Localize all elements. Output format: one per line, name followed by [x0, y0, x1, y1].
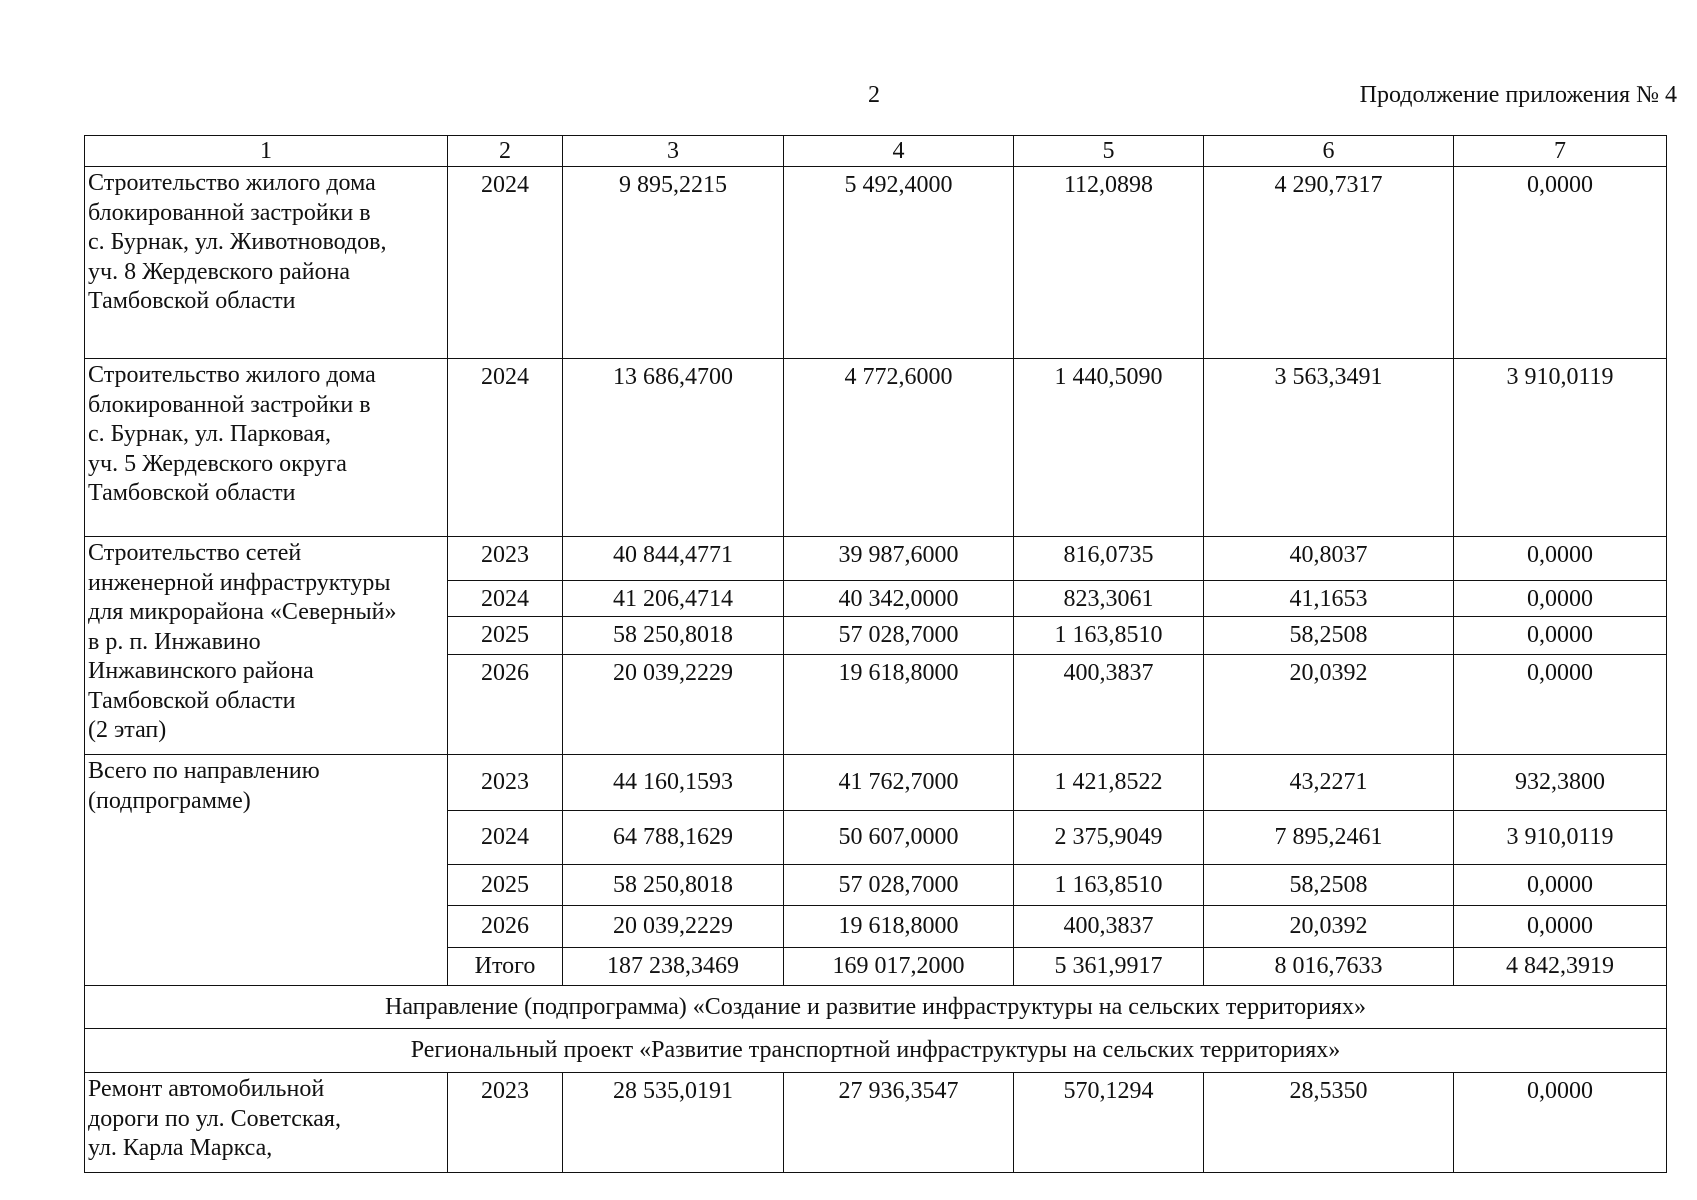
total-name-cell — [85, 755, 448, 986]
object-name-line: с. Бурнак, ул. Парковая, — [88, 421, 332, 447]
year-cell: 2025 — [448, 617, 563, 655]
object-name-line: Тамбовской области — [88, 288, 296, 314]
object-name-line: с. Бурнак, ул. Животноводов, — [88, 229, 387, 255]
object-name-line: (2 этап) — [88, 717, 167, 743]
object-name-line: ул. Карла Маркса, — [88, 1135, 273, 1161]
object-name-line: блокированной застройки в — [88, 391, 371, 418]
value-cell: 50 607,0000 — [784, 811, 1014, 865]
value-cell: 28,5350 — [1204, 1073, 1454, 1173]
value-cell: 187 238,3469 — [563, 948, 784, 986]
year-cell: 2023 — [448, 755, 563, 811]
column-header: 5 — [1014, 136, 1204, 167]
table-row — [85, 1073, 1667, 1173]
year-cell: 2023 — [448, 1073, 563, 1173]
year-cell: 2024 — [448, 581, 563, 617]
value-cell: 20,0392 — [1204, 906, 1454, 948]
value-cell: 0,0000 — [1454, 655, 1667, 755]
value-cell: 20 039,2229 — [563, 906, 784, 948]
value-cell: 20 039,2229 — [563, 655, 784, 755]
object-name-line: уч. 8 Жердевского района — [88, 258, 351, 285]
column-header: 4 — [784, 136, 1014, 167]
value-cell: 57 028,7000 — [784, 617, 1014, 655]
value-cell: 19 618,8000 — [784, 906, 1014, 948]
value-cell: 5 492,4000 — [784, 167, 1014, 359]
object-name-cell — [85, 359, 448, 537]
value-cell: 40 342,0000 — [784, 581, 1014, 617]
object-name-cell — [85, 167, 448, 359]
value-cell: 57 028,7000 — [784, 865, 1014, 906]
object-name-line: уч. 5 Жердевского округа — [88, 450, 347, 477]
value-cell: 932,3800 — [1454, 755, 1667, 811]
section-row — [85, 1029, 1667, 1073]
table-row — [85, 359, 1667, 537]
value-cell: 1 421,8522 — [1014, 755, 1204, 811]
column-header: 2 — [448, 136, 563, 167]
year-cell: 2024 — [448, 811, 563, 865]
table-row — [85, 167, 1667, 359]
value-cell: 1 163,8510 — [1014, 865, 1204, 906]
value-cell: 64 788,1629 — [563, 811, 784, 865]
value-cell: 112,0898 — [1014, 167, 1204, 359]
year-cell: 2025 — [448, 865, 563, 906]
value-cell: 816,0735 — [1014, 537, 1204, 581]
table-header-row — [85, 136, 1667, 167]
value-cell: 13 686,4700 — [563, 359, 784, 537]
object-name-line: Тамбовской области — [88, 480, 296, 506]
value-cell: 0,0000 — [1454, 581, 1667, 617]
value-cell: 4 772,6000 — [784, 359, 1014, 537]
value-cell: 169 017,2000 — [784, 948, 1014, 986]
year-cell: 2023 — [448, 537, 563, 581]
section-title: Региональный проект «Развитие транспортной инфраструктуры на сельских территориях» — [85, 1029, 1667, 1073]
value-cell: 823,3061 — [1014, 581, 1204, 617]
object-name-line: Строительство жилого дома — [88, 170, 376, 196]
value-cell: 400,3837 — [1014, 655, 1204, 755]
year-cell: 2026 — [448, 906, 563, 948]
value-cell: 0,0000 — [1454, 865, 1667, 906]
column-header: 1 — [85, 136, 448, 167]
section-row — [85, 986, 1667, 1029]
appendix-table — [84, 135, 1667, 1173]
column-header: 7 — [1454, 136, 1667, 167]
object-name-line: Тамбовской области — [88, 687, 296, 714]
object-name-line: в р. п. Инжавино — [88, 628, 261, 655]
object-name-line: (подпрограмме) — [88, 787, 251, 814]
value-cell: 2 375,9049 — [1014, 811, 1204, 865]
value-cell: 39 987,6000 — [784, 537, 1014, 581]
object-name-line: Всего по направлению — [88, 758, 320, 784]
value-cell: 400,3837 — [1014, 906, 1204, 948]
object-name-line: для микрорайона «Северный» — [88, 599, 397, 625]
object-name-line: дороги по ул. Советская, — [88, 1105, 341, 1132]
year-cell: Итого — [448, 948, 563, 986]
table-row — [85, 755, 1667, 811]
object-name-line: Инжавинского района — [88, 658, 314, 684]
value-cell: 4 290,7317 — [1204, 167, 1454, 359]
value-cell: 44 160,1593 — [563, 755, 784, 811]
object-name-cell — [85, 537, 448, 755]
value-cell: 570,1294 — [1014, 1073, 1204, 1173]
value-cell: 0,0000 — [1454, 1073, 1667, 1173]
table-row — [85, 537, 1667, 581]
value-cell: 9 895,2215 — [563, 167, 784, 359]
value-cell: 43,2271 — [1204, 755, 1454, 811]
value-cell: 3 910,0119 — [1454, 811, 1667, 865]
page-number: 2 — [868, 82, 880, 108]
section-title: Направление (подпрограмма) «Создание и развитие инфраструктуры на сельских территориях» — [85, 986, 1667, 1029]
column-header: 6 — [1204, 136, 1454, 167]
value-cell: 28 535,0191 — [563, 1073, 784, 1173]
value-cell: 41,1653 — [1204, 581, 1454, 617]
value-cell: 41 762,7000 — [784, 755, 1014, 811]
value-cell: 0,0000 — [1454, 617, 1667, 655]
value-cell: 58,2508 — [1204, 865, 1454, 906]
object-name-line: инженерной инфраструктуры — [88, 569, 391, 596]
value-cell: 58 250,8018 — [563, 617, 784, 655]
value-cell: 20,0392 — [1204, 655, 1454, 755]
year-cell: 2024 — [448, 359, 563, 537]
year-cell: 2024 — [448, 167, 563, 359]
value-cell: 3 910,0119 — [1454, 359, 1667, 537]
value-cell: 0,0000 — [1454, 537, 1667, 581]
value-cell: 8 016,7633 — [1204, 948, 1454, 986]
column-header: 3 — [563, 136, 784, 167]
value-cell: 40,8037 — [1204, 537, 1454, 581]
continuation-label: Продолжение приложения № 4 — [1359, 82, 1677, 108]
value-cell: 58 250,8018 — [563, 865, 784, 906]
object-name-line: блокированной застройки в — [88, 199, 371, 226]
year-cell: 2026 — [448, 655, 563, 755]
value-cell: 1 440,5090 — [1014, 359, 1204, 537]
object-name-line: Ремонт автомобильной — [88, 1076, 325, 1102]
value-cell: 19 618,8000 — [784, 655, 1014, 755]
value-cell: 4 842,3919 — [1454, 948, 1667, 986]
value-cell: 0,0000 — [1454, 906, 1667, 948]
object-name-cell — [85, 1073, 448, 1173]
value-cell: 5 361,9917 — [1014, 948, 1204, 986]
value-cell: 27 936,3547 — [784, 1073, 1014, 1173]
object-name-line: Строительство жилого дома — [88, 362, 376, 388]
object-name-line: Строительство сетей — [88, 540, 302, 566]
value-cell: 1 163,8510 — [1014, 617, 1204, 655]
value-cell: 41 206,4714 — [563, 581, 784, 617]
value-cell: 0,0000 — [1454, 167, 1667, 359]
value-cell: 7 895,2461 — [1204, 811, 1454, 865]
value-cell: 40 844,4771 — [563, 537, 784, 581]
value-cell: 58,2508 — [1204, 617, 1454, 655]
value-cell: 3 563,3491 — [1204, 359, 1454, 537]
